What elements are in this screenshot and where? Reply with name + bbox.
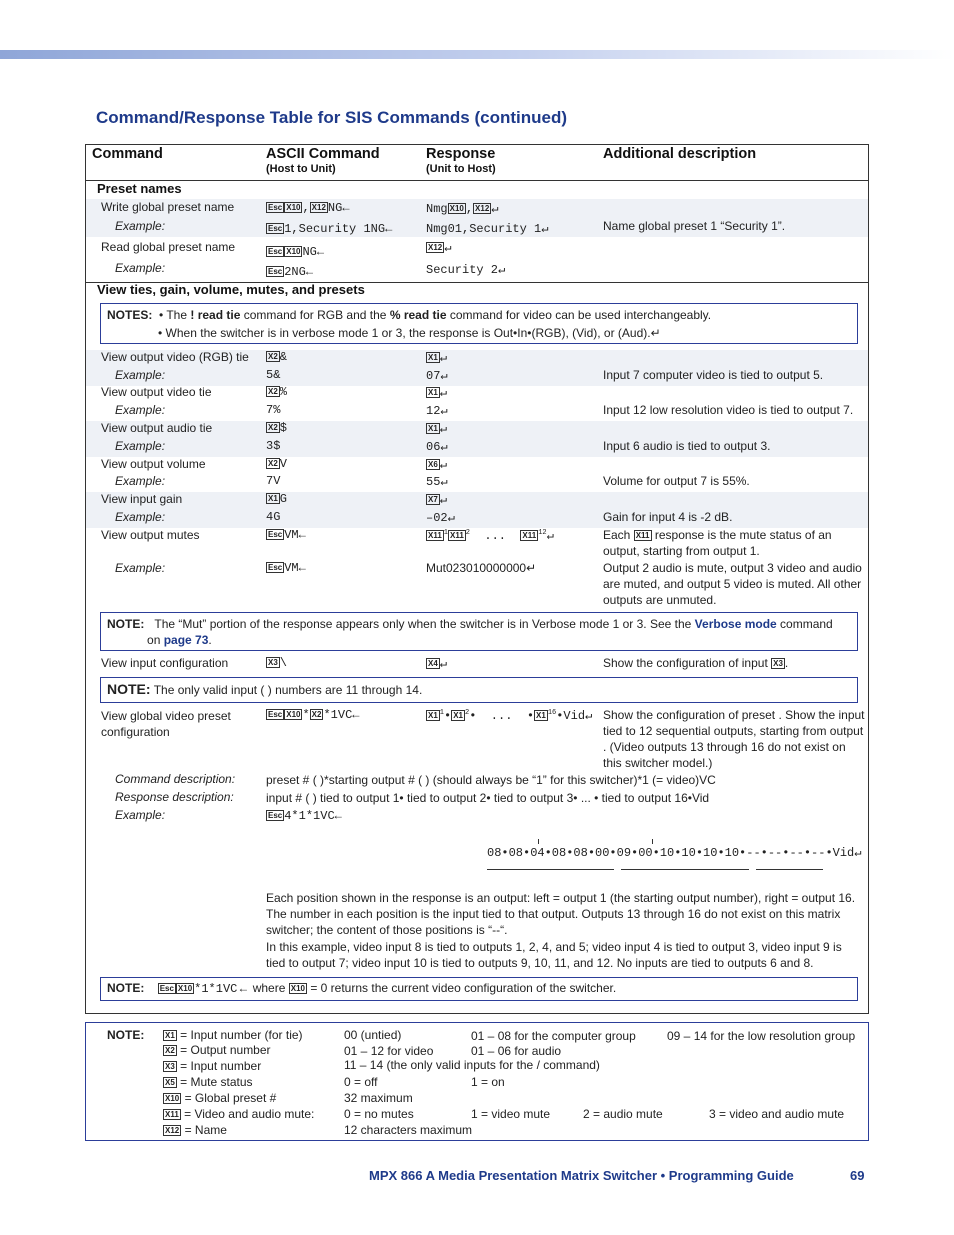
bracket-tick (652, 839, 653, 844)
example-label: Example: (115, 808, 166, 822)
col-ascii-label: ASCII Command (266, 146, 380, 162)
footer-text: MPX 866 A Media Presentation Matrix Switcher • Programming Guide (369, 1168, 794, 1183)
row-example-cmd: 7V (266, 474, 281, 488)
row-resp (426, 492, 447, 507)
mutes-example-cmd (266, 561, 306, 575)
read-preset-cmd: Esc X10 NG← (268, 245, 325, 259)
var-x12: X12 (475, 204, 490, 213)
var-x10: X10 (165, 1094, 180, 1103)
var-x2: X2 (165, 1046, 175, 1055)
var-x12: X12 (428, 243, 443, 252)
note-last-body: = 0 returns the current video configuration of the switcher. (310, 981, 617, 995)
notes-n1b: ! read tie (190, 308, 241, 322)
var-x11: X11 (428, 531, 442, 540)
row-cmd (266, 350, 287, 364)
example-label: Example: (115, 474, 166, 488)
row-example-resp (426, 510, 455, 525)
write-example-resp (426, 221, 548, 236)
col-response-sub: (Unit to Host) (426, 163, 496, 175)
var-x3: X3 (773, 659, 783, 668)
mutes-cmd (266, 528, 306, 542)
var-x10: X10 (290, 984, 305, 993)
legend-var (163, 1091, 276, 1105)
row-example-desc: Input 6 audio is tied to output 3. (603, 439, 771, 453)
legend-c2: 32 maximum (344, 1091, 413, 1105)
left-arrow-icon: ← (352, 708, 360, 722)
row-example-resp-text: 55 (426, 475, 441, 489)
var-x11: X11 (522, 531, 537, 540)
left-arrow-icon: ← (334, 809, 342, 823)
legend-text: = Name (184, 1123, 227, 1137)
note-last-box (100, 977, 858, 1001)
legend-text: = Mute status (180, 1075, 253, 1089)
row-example-resp (426, 403, 448, 418)
notes-line-1: NOTES: • The ! read tie command for RGB and the % read tie command for video can be used interchangeably. (107, 308, 712, 322)
row-example-cmd: 3$ (266, 439, 281, 453)
legend-var (163, 1107, 314, 1121)
return-icon: ↵ (447, 511, 455, 525)
note-only-body: The only valid input ( ) numbers are 11 through 14. (153, 683, 423, 697)
row-label: View output volume (101, 457, 206, 471)
global-vid-example-resp (487, 845, 862, 860)
example-label: Example: (115, 219, 166, 233)
var-x1: X1 (453, 711, 463, 720)
note-label: NOTE: (107, 981, 145, 995)
legend-c2: 01 – 12 for video (344, 1044, 434, 1058)
var-x10: X10 (286, 710, 301, 719)
legend-c2: 00 (untied) (344, 1028, 402, 1042)
esc-key: Esc (268, 247, 283, 256)
note-label: NOTE: (107, 617, 145, 631)
row-cmd (266, 492, 287, 506)
read-example-cmd-text: 2NG (284, 265, 306, 279)
col-response (426, 146, 496, 175)
mutes-label: View output mutes (101, 528, 200, 542)
read-preset-label: Read global preset name (101, 240, 236, 254)
left-arrow-icon: ← (298, 561, 306, 575)
legend-text: = Global preset # (184, 1091, 277, 1105)
col-ascii-sub: (Host to Unit) (266, 163, 336, 175)
return-icon: ↵ (440, 440, 448, 454)
write-example-cmd (266, 222, 392, 236)
note-last-cmd: *1*1VC (194, 982, 238, 996)
left-arrow-icon: ← (385, 222, 393, 236)
example-label: Example: (115, 561, 166, 575)
legend-c3: 1 = video mute (471, 1107, 551, 1121)
row-label: View output audio tie (101, 421, 213, 435)
legend-text: = Input number (for tie) (180, 1028, 303, 1042)
global-vid-para2: In this example, video input 8 is tied to outputs 1, 2, 4, and 5; video input 4 is tied to output 3, video input 9 is tied to output 7; video input 10 is tied to outputs 9, 10, 11, and 12. No inputs are tied to outputs 6 and 8. (266, 940, 842, 970)
var-x1: X1 (428, 388, 438, 397)
return-icon: ↵ (439, 351, 448, 365)
write-example-cmd-text: 1,Security 1NG (284, 222, 386, 236)
mutes-cmd-text: VM (284, 528, 299, 542)
input-config-resp (426, 656, 447, 671)
esc-key: Esc (268, 530, 283, 539)
mutes-example-desc: Output 2 audio is mute, output 3 video and audio are muted, and output 5 video is muted. All other outputs are unmuted. (603, 561, 862, 607)
row-label: View input gain (101, 492, 183, 506)
return-icon: ↵ (444, 241, 452, 255)
bracket-tick (538, 839, 539, 844)
global-vid-resp-text: Vid (563, 709, 586, 723)
left-arrow-icon: ← (316, 245, 325, 259)
global-vid-example-cmd (266, 809, 342, 823)
row-example-desc: Volume for output 7 is 55%. (603, 474, 750, 488)
return-icon: ↵ (439, 386, 448, 400)
row-cmd-text: $ (279, 421, 287, 435)
var-x3: X3 (268, 658, 278, 667)
legend-text: = Output number (180, 1043, 271, 1057)
row-example-resp-text: 06 (426, 440, 441, 454)
legend-var: X5 = Mute status (165, 1075, 253, 1089)
legend-var (163, 1028, 303, 1042)
mutes-desc-pre: Each (603, 528, 631, 542)
esc-key: Esc (268, 811, 283, 820)
legend-box (85, 1022, 869, 1141)
row-example-cmd: 4G (266, 510, 281, 524)
row-cmd-text: % (279, 385, 287, 399)
legend-c2: 12 characters maximum (344, 1123, 473, 1137)
note-label: NOTE: (107, 681, 151, 697)
var-x11: X11 (450, 531, 464, 540)
notes-label: NOTES: (107, 308, 153, 322)
mutes-desc-text: response is the mute status of an output, starting from output 1. (603, 528, 832, 558)
col-command: Command (92, 146, 163, 162)
legend-var (163, 1059, 261, 1073)
var-x12: X12 (311, 203, 326, 212)
var-x10: X10 (449, 204, 464, 213)
col-ascii (266, 146, 380, 175)
row-label: View output video tie (101, 385, 212, 399)
return-icon: ↵ (439, 657, 448, 671)
legend-c4: 09 – 14 for the low resolution group (667, 1029, 856, 1043)
section-preset-names: Preset names (97, 181, 182, 196)
return-icon: ↵ (546, 529, 554, 543)
var-x11: X11 (165, 1110, 179, 1119)
mutes-desc (603, 527, 861, 559)
return-icon: ↵ (439, 493, 448, 507)
global-vid-example-cmd-text: 4*1*1VC (284, 809, 335, 823)
return-icon: ↵ (526, 561, 537, 575)
notes-n1c: command for RGB and the (243, 308, 387, 322)
var-x2: X2 (311, 710, 322, 719)
mutes-example-resp-text: Mut023010000000 (426, 561, 527, 575)
row-example-desc: Input 12 low resolution video is tied to output 7. (603, 403, 854, 417)
global-vid-example-resp-text: 08•08•04•08•08•00•09•00•10•10•10•10•--•--•--•--•Vid (487, 846, 855, 860)
write-preset-label: Write global preset name (101, 200, 235, 214)
table-header (86, 145, 868, 181)
var-x11: X11 (635, 531, 650, 540)
return-icon: ↵ (541, 222, 549, 236)
var-x1: X1 (428, 711, 438, 720)
var-x1: X1 (536, 711, 546, 720)
page-number: 69 (850, 1168, 865, 1183)
global-vid-label: View global video preset configuration (101, 709, 231, 739)
note-mut-box (100, 612, 858, 651)
row-resp (426, 350, 447, 365)
note-mut-text (107, 616, 855, 648)
var-x2: X2 (268, 352, 278, 361)
verbose-mode-link[interactable]: Verbose mode (694, 617, 777, 631)
example-label: Example: (115, 403, 166, 417)
resp-desc-label: Response description: (115, 790, 234, 804)
esc-key: Esc (268, 203, 283, 212)
global-vid-para1: Each position shown in the response is an output: left = output 1 (the starting output number), right = output 16. The number in each position is the input tied to that output. Outputs 13 through 16 do not exist on this matrix switcher; the content of those positions is “--“. (266, 891, 856, 937)
row-resp (426, 421, 447, 436)
note-mut-body3: on (147, 633, 161, 647)
esc-key: Esc (268, 710, 283, 719)
row-example-resp (426, 439, 448, 454)
note-last-text (107, 981, 616, 996)
input-config-cmd (266, 656, 287, 670)
bracket-underline (487, 869, 614, 870)
top-gradient-bar (0, 50, 954, 59)
var-x10: X10 (177, 984, 193, 993)
row-cmd-text: & (279, 350, 287, 364)
row-example-resp (426, 368, 448, 383)
resp-desc-text: input # ( ) tied to output 1• tied to output 2• tied to output 3• ... • tied to output 16•Vid (266, 791, 710, 805)
row-cmd-text: V (279, 457, 287, 471)
note-only-box (100, 677, 858, 703)
esc-key: Esc (268, 563, 283, 572)
legend-c3: 1 = on (471, 1075, 505, 1089)
return-icon: ↵ (439, 422, 448, 436)
input-config-desc-text: Show the configuration of input (603, 656, 768, 670)
var-x3: X3 (165, 1062, 175, 1071)
var-x2: X2 (268, 387, 278, 396)
write-example-desc: Name global preset 1 “Security 1”. (603, 219, 786, 233)
return-icon: ↵ (439, 458, 448, 472)
var-x2: X2 (268, 459, 278, 468)
mutes-example-resp (426, 561, 536, 575)
write-preset-cmd: Esc X10 , X12 NG← (268, 201, 350, 215)
legend-c2: 11 – 14 (the only valid inputs for the / command) (344, 1058, 600, 1072)
legend-c5: 3 = video and audio mute (709, 1107, 845, 1121)
note-only-text (107, 681, 422, 697)
row-resp (426, 457, 447, 472)
var-x6: X6 (428, 460, 438, 469)
var-x1: X1 (428, 424, 438, 433)
var-x7: X7 (428, 495, 438, 504)
note-last-where: where (252, 981, 286, 995)
example-label: Example: (115, 368, 166, 382)
command-table (85, 144, 869, 1014)
row-cmd-text: G (279, 492, 287, 506)
bracket-underline (621, 869, 749, 870)
var-x10: X10 (286, 247, 301, 256)
var-x1: X1 (428, 353, 438, 362)
legend-c3: 01 – 08 for the computer group (471, 1029, 636, 1043)
row-cmd (266, 457, 287, 471)
note-mut-end: . (208, 633, 212, 647)
return-icon: ↵ (440, 369, 448, 383)
legend-c2: 0 = no mutes (344, 1107, 414, 1121)
notes-n1e: command for video can be used interchangeably. (449, 308, 712, 322)
read-example-resp-text: Security 2 (426, 263, 499, 277)
read-preset-resp (426, 240, 451, 255)
example-label: Example: (115, 439, 166, 453)
cmd-desc-text: preset # ( )*starting output # ( ) (should always be “1” for this switcher)*1 (= video)VC (266, 773, 716, 787)
var-x2: X2 (268, 423, 278, 432)
return-icon: ↵ (491, 202, 499, 216)
row-cmd (266, 385, 287, 399)
row-example-cmd: 5& (266, 368, 281, 382)
notes-line-2: • When the switcher is in verbose mode 1 or 3, the response is Out•In•(RGB), (Vid), or (Aud).↵ (158, 326, 661, 340)
write-preset-resp: Nmg X10 , X12 ↵ (426, 202, 499, 216)
notes-box (100, 303, 858, 344)
legend-text: = Input number (180, 1059, 262, 1073)
legend-c4: 2 = audio mute (583, 1107, 663, 1121)
row-example-resp-text: –02 (426, 511, 448, 525)
var-x10: X10 (286, 203, 301, 212)
row-example-desc: Input 7 computer video is tied to output 5. (603, 368, 824, 382)
write-example-resp-text: Nmg01,Security 1 (426, 222, 542, 236)
example-label: Example: (115, 510, 166, 524)
row-cmd (266, 421, 287, 435)
section-view-ties: View ties, gain, volume, mutes, and presets (97, 282, 365, 297)
return-icon: ↵ (650, 326, 661, 340)
example-label: Example: (115, 261, 166, 275)
page-73-link[interactable]: page 73 (163, 633, 209, 647)
input-config-label: View input configuration (101, 656, 229, 670)
legend-var (163, 1043, 271, 1057)
note-mut-body: The “Mut” portion of the response appears only when the switcher is in Verbose mode 1 or 3. See the (154, 617, 692, 631)
var-x4: X4 (428, 659, 438, 668)
page-title: Command/Response Table for SIS Commands (continued) (96, 108, 568, 127)
legend-text: = Video and audio mute: (184, 1107, 315, 1121)
legend-c2: 0 = off (344, 1075, 378, 1089)
note-mut-body2: command (780, 617, 833, 631)
notes-n2: When the switcher is in verbose mode 1 or 3, the response is Out•In•(RGB), (Vid), or (Aud). (165, 326, 651, 340)
return-icon: ↵ (440, 404, 448, 418)
col-response-label: Response (426, 146, 496, 162)
row-shade (86, 492, 868, 528)
global-vid-resp: X1 $^1$• X1 $^2$• ... • X1 $^{16}$•Vid↵ (428, 709, 593, 723)
legend-c3: 01 – 06 for audio (471, 1044, 562, 1058)
global-vid-cmd: Esc X10 * X2 *1VC← (268, 708, 360, 722)
row-label: View output video (RGB) tie (101, 350, 249, 364)
return-icon: ↵ (440, 475, 448, 489)
left-arrow-icon: ← (342, 201, 350, 215)
var-x1: X1 (165, 1031, 175, 1040)
page-footer (369, 1168, 865, 1183)
legend-var (163, 1123, 227, 1137)
notes-n1a: The (166, 308, 188, 322)
bracket-underline (756, 869, 823, 870)
esc-key: Esc (268, 267, 283, 276)
read-example-resp (426, 262, 505, 277)
return-icon: ↵ (585, 709, 593, 723)
left-arrow-icon: ← (298, 528, 306, 542)
var-x12: X12 (165, 1126, 180, 1135)
return-icon: ↵ (498, 263, 506, 277)
row-example-desc: Gain for input 4 is -2 dB. (603, 510, 733, 524)
var-x1: X1 (268, 494, 278, 503)
left-arrow-icon: ← (237, 981, 250, 995)
mutes-example-cmd-text: VM (284, 561, 299, 575)
esc-key: Esc (159, 984, 174, 993)
col-additional: Additional description (603, 146, 757, 162)
input-config-desc: Show the configuration of input X3 . (603, 656, 789, 670)
left-arrow-icon: ← (305, 265, 314, 279)
row-example-resp-text: 07 (426, 369, 441, 383)
input-config-cmd-text: \ (279, 656, 287, 670)
global-vid-cmd-text: *1VC (323, 708, 353, 722)
notes-n1d: % read tie (389, 308, 447, 322)
return-icon: ↵ (854, 846, 862, 860)
read-example-cmd (266, 265, 313, 279)
mutes-resp: X11 $^1$ X11 $^2$ ... X11 $^{12}$↵ (428, 529, 554, 543)
global-vid-desc: Show the configuration of preset . Show the input tied to 12 sequential outputs, starting from output . (Video outputs 13 through 16 do not exist on this switcher model.) (603, 708, 865, 770)
row-resp (426, 385, 447, 400)
row-example-resp-text: 12 (426, 404, 441, 418)
esc-key: Esc (268, 224, 283, 233)
cmd-desc-label: Command description: (115, 772, 236, 786)
legend-label: NOTE: (107, 1028, 145, 1042)
row-example-resp (426, 474, 448, 489)
row-example-cmd: 7% (266, 403, 281, 417)
